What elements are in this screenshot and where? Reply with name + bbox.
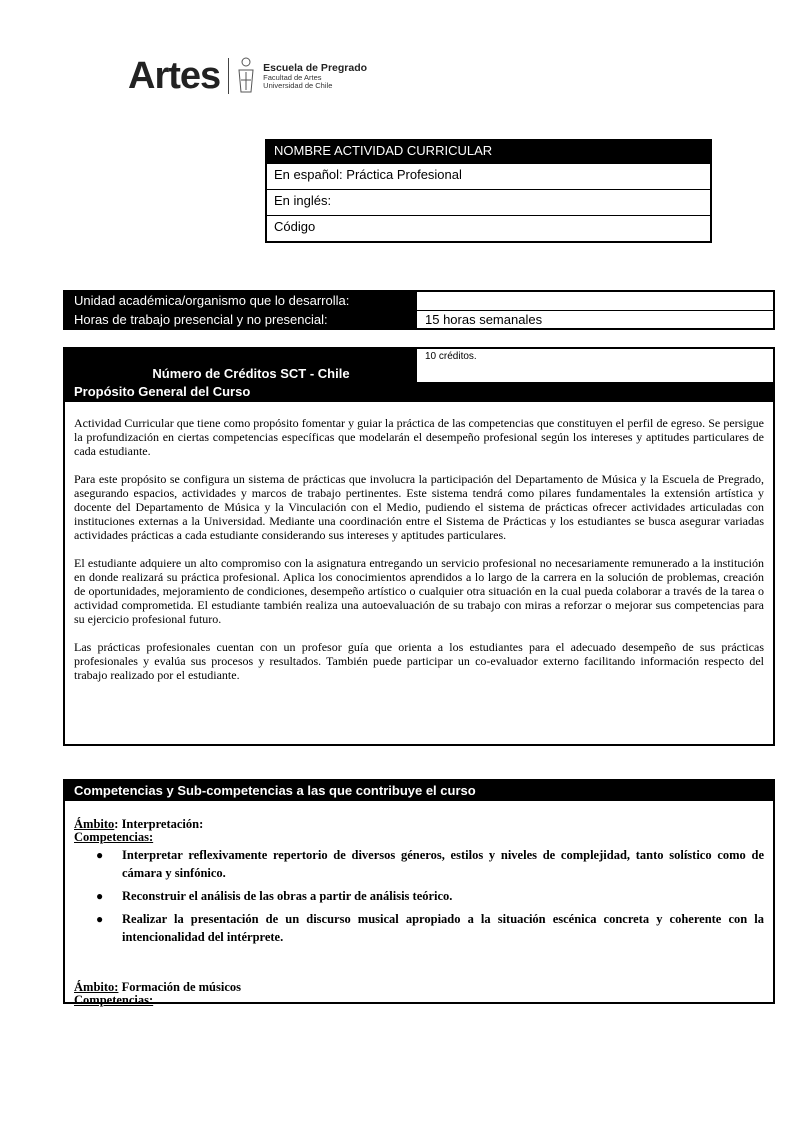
course-name-header: NOMBRE ACTIVIDAD CURRICULAR	[267, 141, 710, 163]
competencias-label: Competencias:	[74, 993, 154, 1007]
ambito-line	[74, 818, 764, 831]
purpose-section	[63, 347, 775, 746]
ambito-value: : Interpretación:	[114, 817, 204, 831]
competencias-list	[74, 846, 764, 946]
bullet-icon: ●	[96, 889, 104, 903]
university-seal-icon	[235, 56, 257, 96]
purpose-body	[65, 402, 773, 682]
ambito-line	[74, 981, 764, 994]
hours-label: Horas de trabajo presencial y no presencial:	[65, 311, 417, 328]
purpose-header: Propósito General del Curso	[65, 382, 773, 402]
unit-hours-table	[63, 290, 775, 330]
competencias-label: Competencias:	[74, 830, 154, 844]
list-item	[74, 846, 764, 882]
hours-row	[65, 310, 773, 328]
course-name-spanish: En español: Práctica Profesional	[267, 163, 710, 189]
logo-university: Universidad de Chile	[263, 80, 333, 90]
logo-school: Escuela de Pregrado	[263, 61, 368, 74]
list-item	[74, 910, 764, 946]
credits-value: 10 créditos.	[425, 351, 477, 362]
unit-label: Unidad académica/organismo que lo desarrolla:	[65, 292, 417, 310]
credits-row	[65, 349, 773, 382]
competencias-header: Competencias y Sub-competencias a las que contribuye el curso	[65, 781, 773, 801]
spacer	[74, 951, 764, 981]
credits-label: Número de Créditos SCT - Chile	[65, 349, 417, 382]
logo-faculty: Facultad de Artes	[263, 72, 322, 82]
bullet-icon: ●	[96, 912, 104, 926]
unit-value	[417, 292, 773, 310]
competencias-body	[65, 801, 773, 1007]
course-name-english: En inglés:	[267, 189, 710, 215]
course-code: Código	[267, 215, 710, 241]
competencias-section	[63, 779, 775, 1007]
ambito-label: Ámbito:	[74, 980, 119, 994]
ambito-label: Ámbito	[74, 817, 115, 831]
logo-text	[263, 63, 367, 90]
competencia-text: Reconstruir el análisis de las obras a partir de análisis teórico.	[122, 889, 453, 903]
course-name-table	[265, 139, 712, 243]
hours-value: 15 horas semanales	[425, 312, 543, 327]
purpose-paragraph: El estudiante adquiere un alto compromiso con la asignatura entregando un servicio profesional no necesariamente remunerado a la institución en donde realizará su práctica profesional. Aplica los conocimientos aprendidos a lo largo de la carrera en la solución de problemas, creación de oportunidades, mejoramiento de condiciones, desempeño artístico o cualquier otra situación en la cual pueda colaborar a través de la tarea o actividad comprometida. El estudiante también realiza una autoevaluación de su trabajo con miras a reforzar o mejorar sus competencias para su ejercicio profesional futuro.	[74, 556, 764, 626]
artes-logo	[128, 54, 367, 98]
purpose-paragraph: Actividad Curricular que tiene como propósito fomentar y guiar la práctica de las competencias que constituyen el perfil de egreso. Se persigue la profundización en ciertas competencias específicas que modelarán el desempeño profesional según los intereses y aptitudes particulares de cada estudiante.	[74, 416, 764, 458]
list-item	[74, 887, 764, 905]
competencia-text: Realizar la presentación de un discurso musical apropiado a la situación escénica concreta y coherente con la intencionalidad del intérprete.	[122, 912, 764, 944]
logo-divider	[228, 58, 229, 94]
purpose-paragraph: Para este propósito se configura un sistema de prácticas que involucra la participación del Departamento de Música y la Escuela de Pregrado, asegurando espacios, actividades y marcos de trabajo pertinentes. Este sistema tendrá como pilares fundamentales la extensión artística y docente del Departamento de Música y la Vinculación con el Medio, pudiendo el sistema de prácticas ofrecer actividades articuladas con instituciones externas a la Universidad. Mediante una coordinación entre el Sistema de Prácticas y los estudiantes se busca asegurar variadas actividades prácticas a cada estudiante considerando sus intereses y aptitudes particulares.	[74, 472, 764, 542]
purpose-paragraph: Las prácticas profesionales cuentan con un profesor guía que orienta a los estudiantes para el adecuado desempeño de sus prácticas profesionales y evalúa sus procesos y resultados. También puede participar un co-evaluador externo facilitando información respecto del trabajo realizado por el estudiante.	[74, 640, 764, 682]
logo-wordmark: Artes	[128, 55, 221, 97]
competencia-text: Interpretar reflexivamente repertorio de diversos géneros, estilos y niveles de complejidad, tanto solístico como de cámara y sinfónico.	[122, 848, 764, 880]
bullet-icon: ●	[96, 848, 104, 862]
unit-row	[65, 292, 773, 310]
ambito-value: Formación de músicos	[118, 980, 242, 994]
